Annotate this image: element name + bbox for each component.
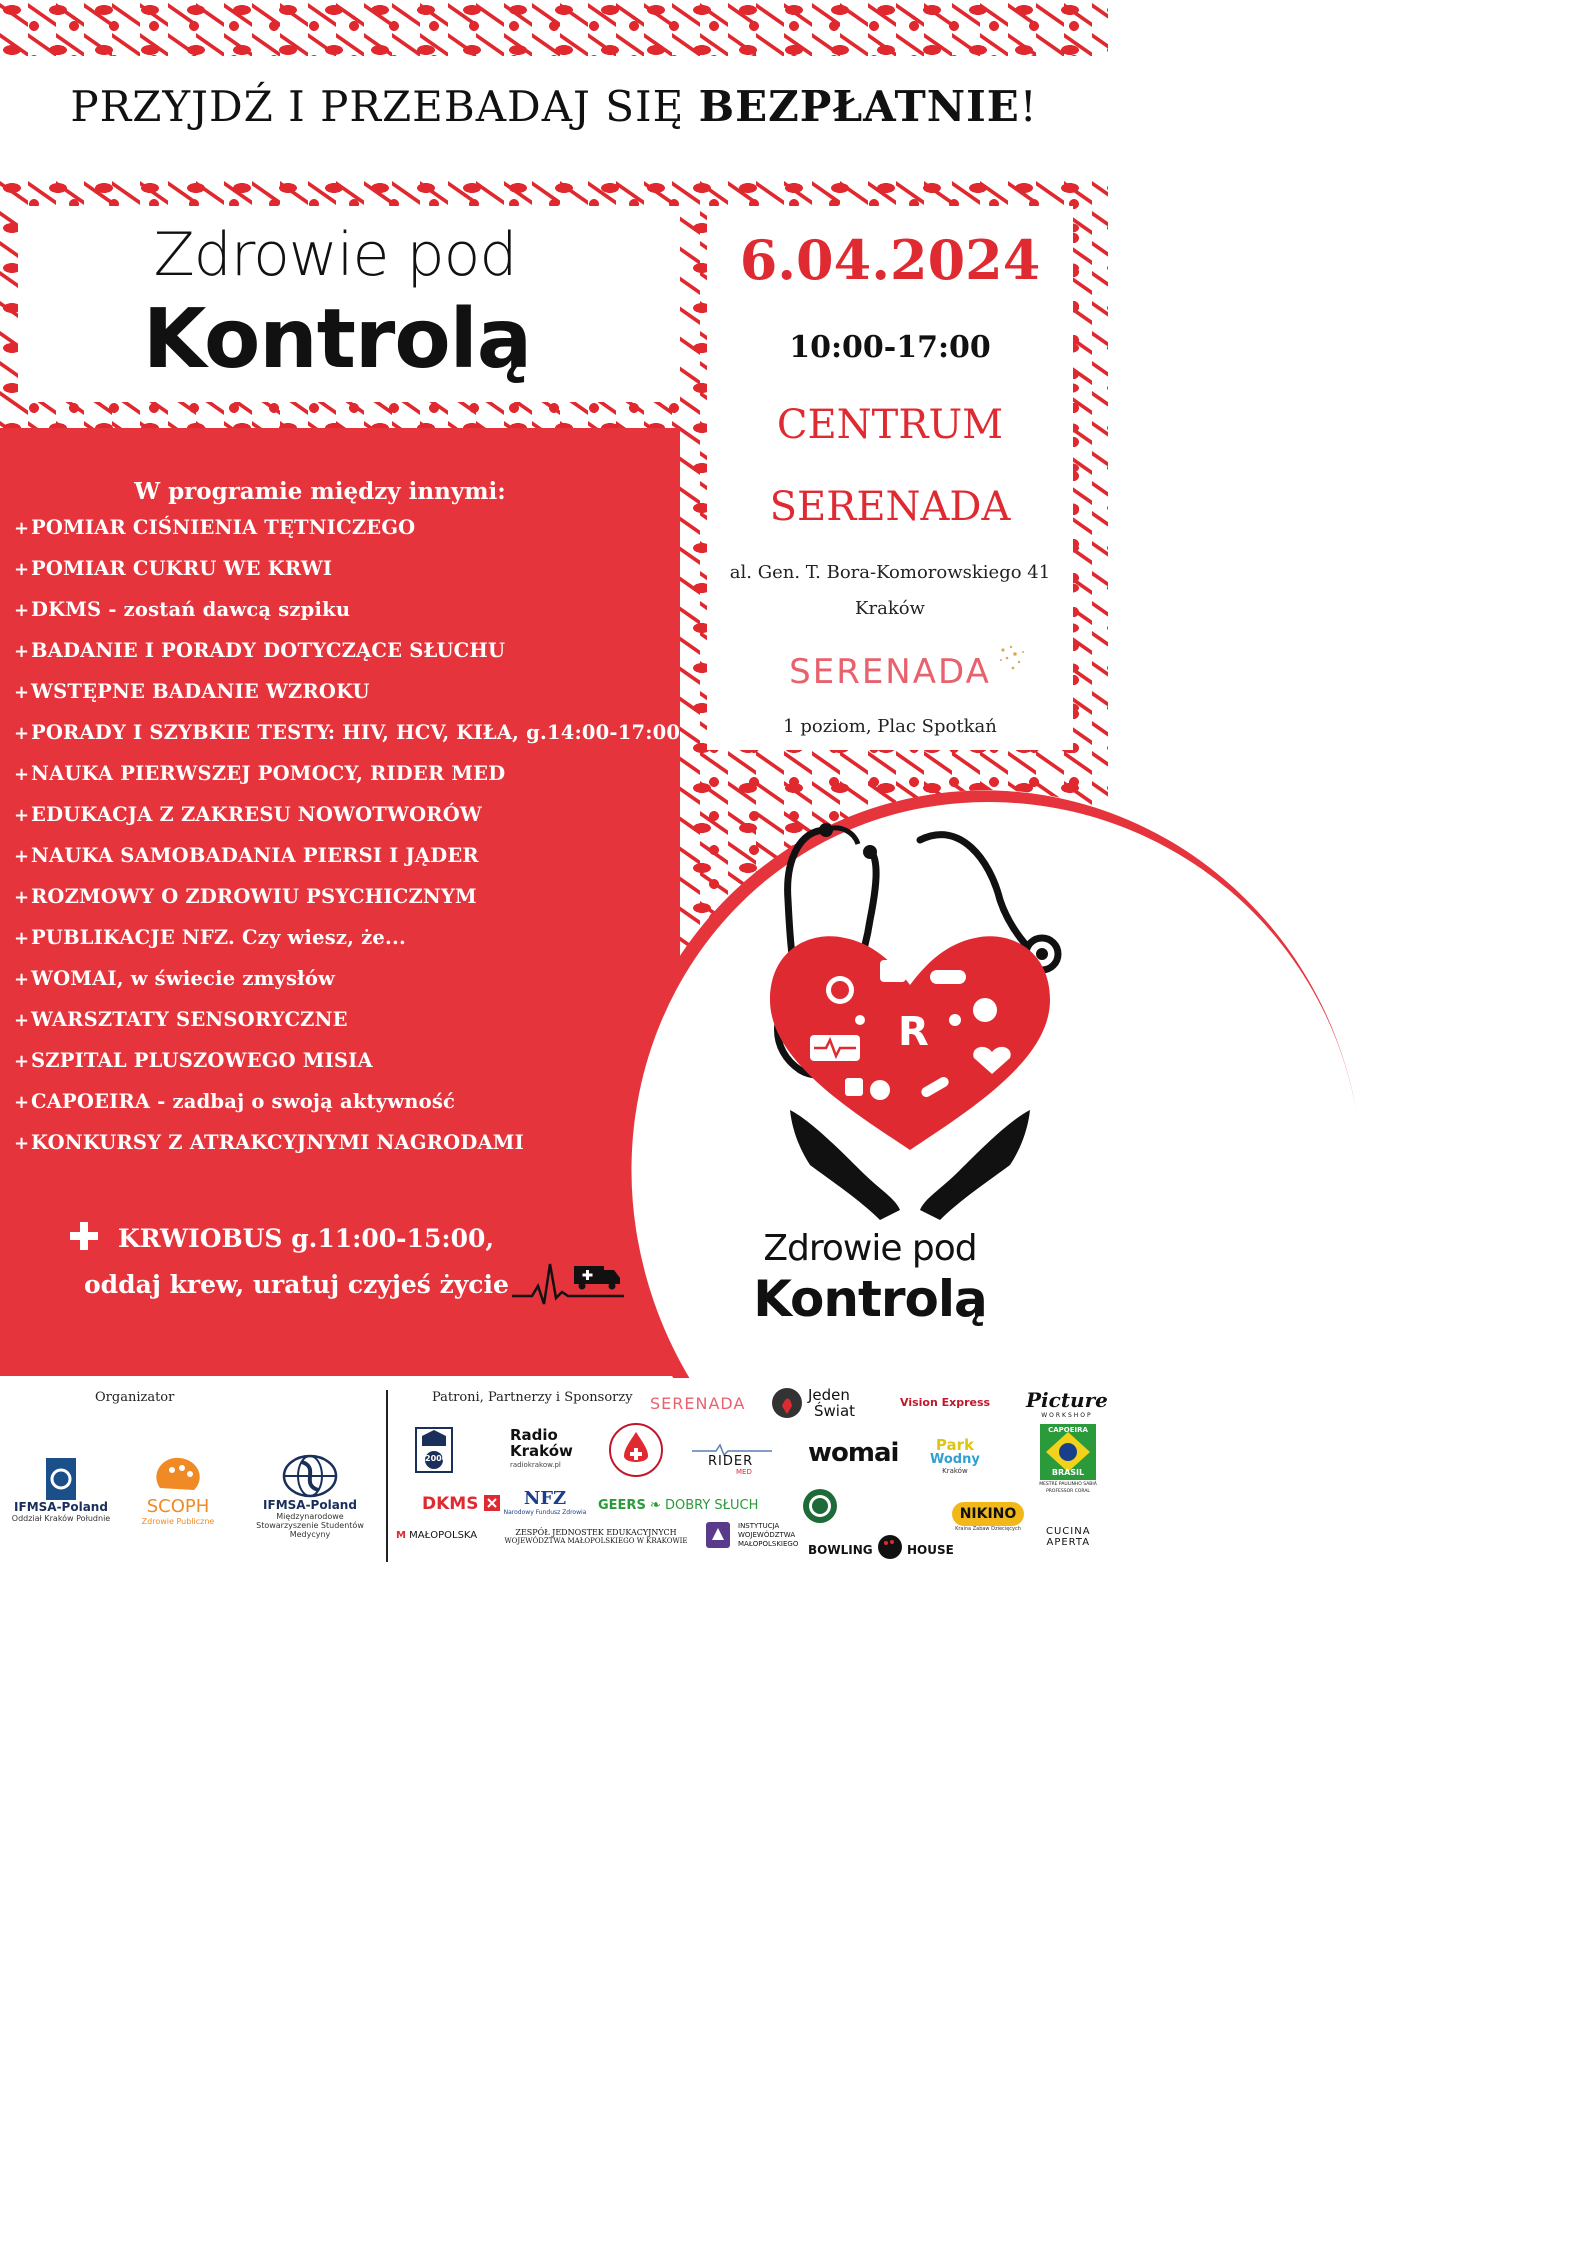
sponsor-zespol-jednostek: ZESPÓŁ JEDNOSTEK EDUKACYJNYCH WOJEWÓDZTWA MAŁOPOLSKIEGO W KRAKOWIE (504, 1528, 688, 1545)
event-date: 6.04.2024 (739, 228, 1041, 292)
ambulance-heartbeat-icon (512, 1258, 624, 1308)
program-item: +POMIAR CUKRU WE KRWI (14, 557, 333, 580)
cross-icon (70, 1222, 98, 1250)
blood-donation-icon (608, 1422, 664, 1478)
sponsor-bowling-house: BOWLING HOUSE (808, 1534, 954, 1560)
leaf-icon: ❧ (649, 1498, 661, 1513)
sponsor-capoeira-brasil: CAPOEIRA BRASIL MESTRE PAULINHO SABIÁ PROFESSOR CORAL (1039, 1426, 1097, 1494)
sponsor-gimnazjum-2000: 2000 (412, 1424, 456, 1484)
event-logo-box (18, 206, 680, 402)
program-item: +PUBLIKACJE NFZ. Czy wiesz, że... (14, 926, 406, 949)
sponsors-footer: Organizator Patroni, Partnerzy i Sponsorzy IFMSA-Poland Oddział Kraków Południe SCOPH Zdrowie Publiczne IFMSA-Poland Międzynarodowe Stowarzyszenie Studentów Medycyny SERENADA Jeden Świat Vision Express Picture WORKSHOP 2000 Radio Kraków radiokrakow.pl RIDER MED womai Park Wodny Kraków CAPOEIRA BRASIL MESTRE PAULINHO SABIÁ PROFESSOR CORAL DKMS NFZ Narodowy Fundusz Zdrowia GEERS ❧ DOBRY SŁUCH M MAŁOPOLSKA ZESPÓŁ JEDNOSTEK EDUKACYJNYCH WOJEWÓDZTWA MAŁOPOLSKIEGO W KRAKOWIE INSTYTUCJA WOJEWÓDZTWA MAŁOPOLSKIEGO BOWLING HOUSE NIKINO Kraina Zabaw Dziecięcych CUCINA APERTA (0, 1378, 1108, 1567)
plus-bullet: + (14, 846, 30, 867)
sponsor-serenada: SERENADA (650, 1394, 746, 1413)
sponsor-cucina-aperta: CUCINA APERTA (1046, 1526, 1091, 1548)
krwiobus-line2: oddaj krew, uratuj czyjeś życie (84, 1270, 509, 1299)
sponsor-vision-express: Vision Express (900, 1396, 991, 1409)
footer-divider (386, 1390, 388, 1562)
plus-bullet: + (14, 559, 30, 580)
sponsor-blood-donation-center (608, 1422, 664, 1482)
plus-bullet: + (14, 723, 30, 744)
ifmsa-icon (46, 1458, 76, 1500)
starbucks-icon (802, 1488, 838, 1524)
serenada-logo (707, 652, 1073, 692)
program-item: +WARSZTATY SENSORYCZNE (14, 1008, 348, 1031)
plus-bullet: + (14, 682, 30, 703)
event-logo-line1: Zdrowie pod (153, 220, 517, 290)
event-logo-small-line1: Zdrowie pod (763, 1228, 977, 1269)
program-panel (0, 428, 680, 1376)
partners-label: Patroni, Partnerzy i Sponsorzy (432, 1390, 633, 1405)
malopolska-icon: M (396, 1530, 406, 1541)
plus-bullet: + (14, 641, 30, 662)
ifmsa-globe-icon (280, 1454, 340, 1498)
top-pattern-band (0, 0, 1108, 56)
program-list (14, 516, 680, 1172)
program-item: +PORADY I SZYBKIE TESTY: HIV, HCV, KIŁA, g.14:00-17:00 (14, 721, 681, 744)
instytucja-icon (706, 1522, 730, 1548)
program-item: +POMIAR CIŚNIENIA TĘTNICZEGO (14, 516, 416, 539)
headline-suffix: ! (1019, 82, 1038, 131)
event-logo-small-line2: Kontrolą (753, 1270, 987, 1328)
headline-bold: BEZPŁATNIE (698, 82, 1020, 131)
sponsor-geers: GEERS ❧ DOBRY SŁUCH (598, 1498, 759, 1513)
bowling-ball-icon (877, 1534, 903, 1560)
globe-ribbon-icon (770, 1386, 804, 1420)
sponsor-malopolska: M MAŁOPOLSKA (396, 1530, 478, 1541)
dkms-cross-icon (484, 1495, 500, 1511)
headline-prefix: PRZYJDŹ I PRZEBADAJ SIĘ (70, 82, 699, 131)
sponsor-instytucja: INSTYTUCJA WOJEWÓDZTWA MAŁOPOLSKIEGO (706, 1522, 730, 1552)
scoph-icon (150, 1454, 206, 1496)
event-hours: 10:00-17:00 (789, 330, 991, 365)
program-item: +WSTĘPNE BADANIE WZROKU (14, 680, 370, 703)
program-item: +SZPITAL PLUSZOWEGO MISIA (14, 1049, 373, 1072)
sponsor-rider-med: RIDER MED (692, 1442, 772, 1461)
plus-bullet: + (14, 928, 30, 949)
sparkle-icon (993, 644, 1027, 678)
organizer-ifmsa-poland: IFMSA-Poland Międzynarodowe Stowarzyszenie Studentów Medycyny (250, 1454, 370, 1539)
organizer-label: Organizator (95, 1390, 175, 1405)
plus-bullet: + (14, 887, 30, 908)
jeden-swiat-line1: Jeden (808, 1386, 850, 1404)
sponsor-nfz: NFZ Narodowy Fundusz Zdrowia (503, 1488, 587, 1516)
venue-level: 1 poziom, Plac Spotkań (783, 716, 997, 737)
venue-line1: CENTRUM (776, 402, 1004, 448)
sponsor-starbucks (802, 1488, 838, 1528)
address-city: Kraków (855, 598, 925, 619)
serenada-logo-text: SERENADA (789, 652, 991, 692)
sponsor-nikino: NIKINO Kraina Zabaw Dziecięcych (950, 1502, 1026, 1532)
sponsor-dkms: DKMS (422, 1494, 500, 1514)
svg-text:R: R (898, 1009, 929, 1055)
address-street: al. Gen. T. Bora-Komorowskiego 41 (729, 562, 1051, 583)
plus-bullet: + (14, 969, 30, 990)
plus-bullet: + (14, 1010, 30, 1031)
event-logo-line2: Kontrolą (142, 292, 532, 387)
event-info-box (707, 206, 1073, 750)
headline (0, 82, 1108, 131)
program-item: +WOMAI, w świecie zmysłów (14, 967, 336, 990)
plus-bullet: + (14, 805, 30, 826)
sponsor-park-wodny: Park Wodny Kraków (930, 1436, 980, 1475)
program-item: +NAUKA SAMOBADANIA PIERSI I JĄDER (14, 844, 479, 867)
program-item: +CAPOEIRA - zadbaj o swoją aktywność (14, 1090, 456, 1113)
program-item: +DKMS - zostań dawcą szpiku (14, 598, 351, 621)
krwiobus-line1: KRWIOBUS g.11:00-15:00, (70, 1222, 494, 1253)
sponsor-picture-workshop: Picture WORKSHOP (1026, 1388, 1108, 1419)
program-item: +KONKURSY Z ATRAKCYJNYMI NAGRODAMI (14, 1131, 524, 1154)
plus-bullet: + (14, 1133, 30, 1154)
sponsor-womai: womai (808, 1438, 899, 1468)
program-title: W programie między innymi: (134, 478, 506, 505)
program-item: +NAUKA PIERWSZEJ POMOCY, RIDER MED (14, 762, 506, 785)
program-item: +BADANIE I PORADY DOTYCZĄCE SŁUCHU (14, 639, 506, 662)
plus-bullet: + (14, 764, 30, 785)
program-item: +ROZMOWY O ZDROWIU PSYCHICZNYM (14, 885, 477, 908)
organizer-ifmsa-krakow: IFMSA-Poland Oddział Kraków Południe (6, 1458, 116, 1523)
plus-bullet: + (14, 600, 30, 621)
stethoscope-heart-hands-icon (730, 820, 1090, 1230)
plus-bullet: + (14, 1092, 30, 1113)
plus-bullet: + (14, 518, 30, 539)
organizer-scoph: SCOPH Zdrowie Publiczne (128, 1454, 228, 1526)
venue-line2: SERENADA (769, 484, 1011, 530)
school-crest-icon (412, 1424, 456, 1480)
plus-bullet: + (14, 1051, 30, 1072)
program-item: +EDUKACJA Z ZAKRESU NOWOTWORÓW (14, 803, 482, 826)
jeden-swiat-line2: Świat (814, 1402, 856, 1420)
